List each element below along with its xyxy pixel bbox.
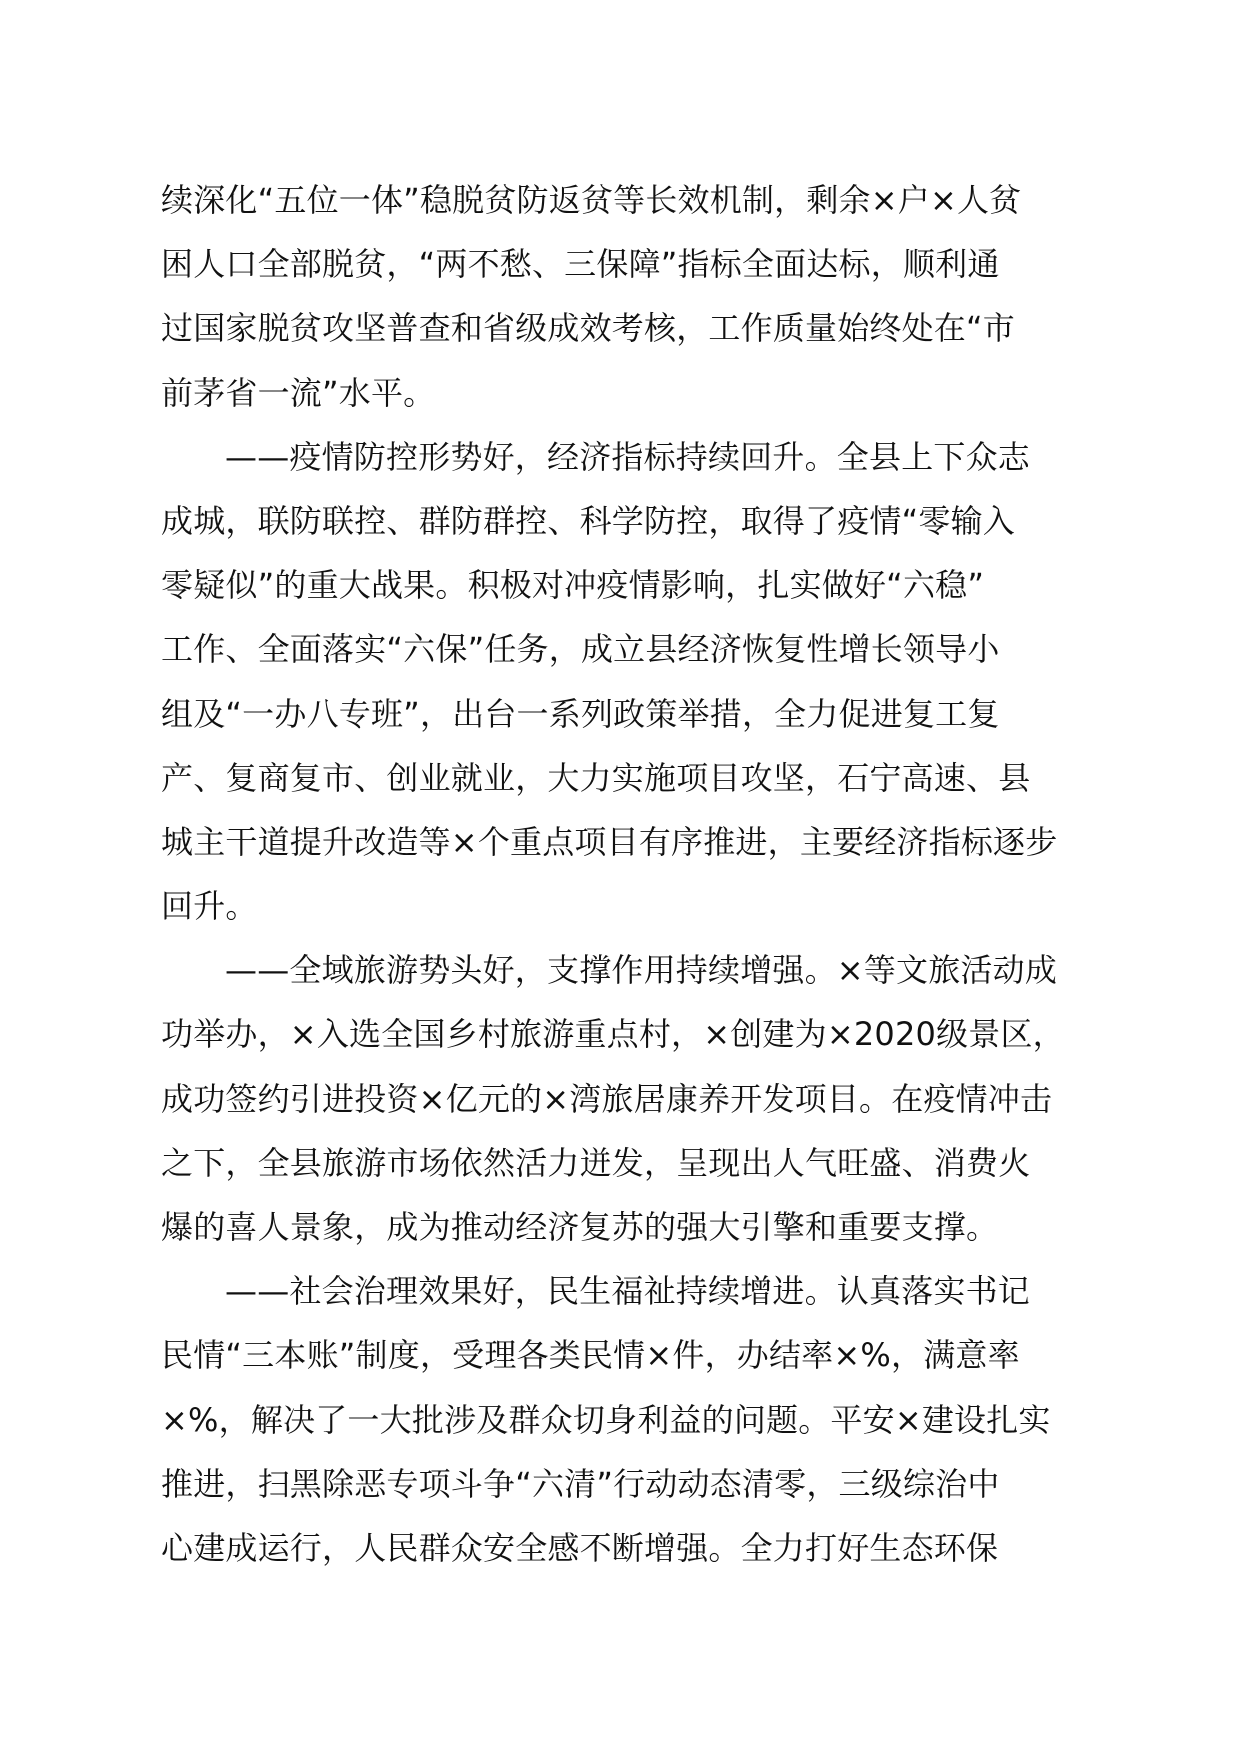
paragraph-start-line: ——全域旅游势头好，支撑作用持续增强。×等文旅活动成: [225, 951, 1058, 990]
text-line: 续深化“五位一体”稳脱贫防返贫等长效机制，剩余×户×人贫: [161, 181, 1022, 219]
text-line: 城主干道提升改造等×个重点项目有序推进，主要经济指标逐步: [161, 822, 1058, 861]
paragraph-start-line: ——社会治理效果好，民生福祉持续增进。认真落实书记: [225, 1272, 1031, 1311]
text-line: 成城，联防联控、群防群控、科学防控，取得了疫情“零输入: [161, 501, 1015, 540]
text-line: 零疑似”的重大战果。积极对冲疫情影响，扎实做好“六稳”: [161, 566, 985, 605]
text-line: 回升。: [161, 887, 258, 926]
text-line: 过国家脱贫攻坚普查和省级成效考核，工作质量始终处在“市: [161, 309, 1015, 348]
text-line: 功举办，×入选全国乡村旅游重点村，×创建为×2020级景区，: [161, 1015, 1065, 1054]
text-line: ×%，解决了一大批涉及群众切身利益的问题。平安×建设扎实: [161, 1400, 1051, 1439]
text-line: 心建成运行，人民群众安全感不断增强。全力打好生态环保: [161, 1528, 999, 1567]
text-line: 组及“一办八专班”，出台一系列政策举措，全力促进复工复: [161, 694, 1000, 733]
document-body: [161, 168, 1116, 1580]
paragraph-start-line: ——疫情防控形势好，经济指标持续回升。全县上下众志: [225, 437, 1031, 476]
text-line: 推进，扫黑除恶专项斗争“六清”行动动态清零，三级综治中: [161, 1464, 1000, 1503]
text-line: 爆的喜人景象，成为推动经济复苏的强大引擎和重要支撑。: [161, 1208, 999, 1246]
text-line: 工作、全面落实“六保”任务，成立县经济恢复性增长领导小: [161, 630, 1000, 669]
text-line: 成功签约引进投资×亿元的×湾旅居康养开发项目。在疫情冲击: [161, 1079, 1053, 1118]
text-line: 产、复商复市、创业就业，大力实施项目攻坚，石宁高速、县: [161, 758, 1031, 797]
text-line: 民情“三本账”制度，受理各类民情×件，办结率×%，满意率: [161, 1336, 1020, 1375]
text-line: 之下，全县旅游市场依然活力迸发，呈现出人气旺盛、消费火: [161, 1143, 1031, 1182]
text-line: 困人口全部脱贫，“两不愁、三保障”指标全面达标，顺利通: [161, 245, 1000, 284]
text-line: 前茅省一流”水平。: [161, 373, 436, 412]
